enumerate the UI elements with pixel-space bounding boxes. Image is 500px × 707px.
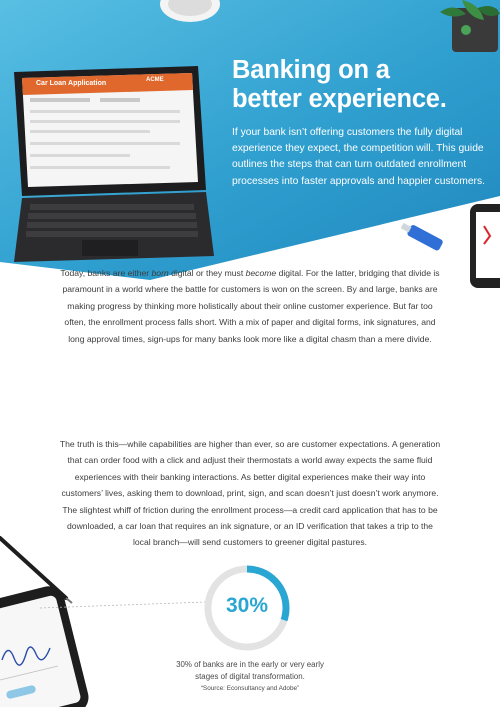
p1-emphasis-born: born	[151, 268, 169, 278]
stat-leader-line	[40, 600, 206, 610]
p1-text-c: digital. For the latter, bridging that divide is paramount in a world where the battle for customers is won on the screen. By and large, banks are making progress by thinking more holistically about their online customer experience. But far too often, the enrollment process falls short. With a mix of paper and digital forms, ink signatures, and long approval times, sign-ups for many banks look more like a digital chasm than a mere divide.	[62, 268, 440, 344]
p1-text-a: Today, banks are either	[60, 268, 152, 278]
usb-drive-graphic	[399, 220, 443, 251]
tablet-screen-brand: ACME	[146, 77, 164, 83]
hero-title-line-2: better experience.	[232, 85, 447, 113]
hero-banner	[0, 0, 500, 290]
article-paragraph-1	[58, 265, 442, 347]
p1-text-b: digital or they must	[168, 268, 246, 278]
stat-caption: 30% of banks are in the early or very early stages of digital transformation.	[176, 660, 324, 681]
hero-title-line-1: Banking on a	[232, 56, 390, 84]
stat-value: 30%	[225, 594, 269, 617]
phone-graphic-right	[470, 204, 500, 288]
stat-source: “Source: Econsultancy and Adobe”	[200, 685, 300, 692]
tablet-graphic	[0, 58, 222, 266]
tablet-screen-title: Car Loan Application	[36, 80, 107, 87]
hero-intro: If your bank isn’t offering customers the fully digital experience they expect, the competition will. This guide outlines the steps that can turn outdated enrollment processes into faster approvals and happier customers.	[232, 127, 485, 187]
p1-emphasis-become: become	[245, 268, 277, 278]
hero-title	[232, 56, 492, 114]
stylus-and-phone-graphic	[0, 530, 120, 707]
article-paragraph-2: The truth is this—while capabilities are higher than ever, so are customer expectations. A generation that can order food with a click and adjust their thermostats a world away expects the same fluid experiences with their banking interactions. As better digital experiences make their way into customers’ lives, asking them to download, print, sign, and scan doesn’t just doesn’t work anymore. The slightest whiff of friction during the enrollment process—a credit card application that has to be downloaded, a car loan that requires an ink signature, or an ID verification that takes a trip to the local branch—will send customers to greener digital pastures.	[59, 439, 441, 548]
